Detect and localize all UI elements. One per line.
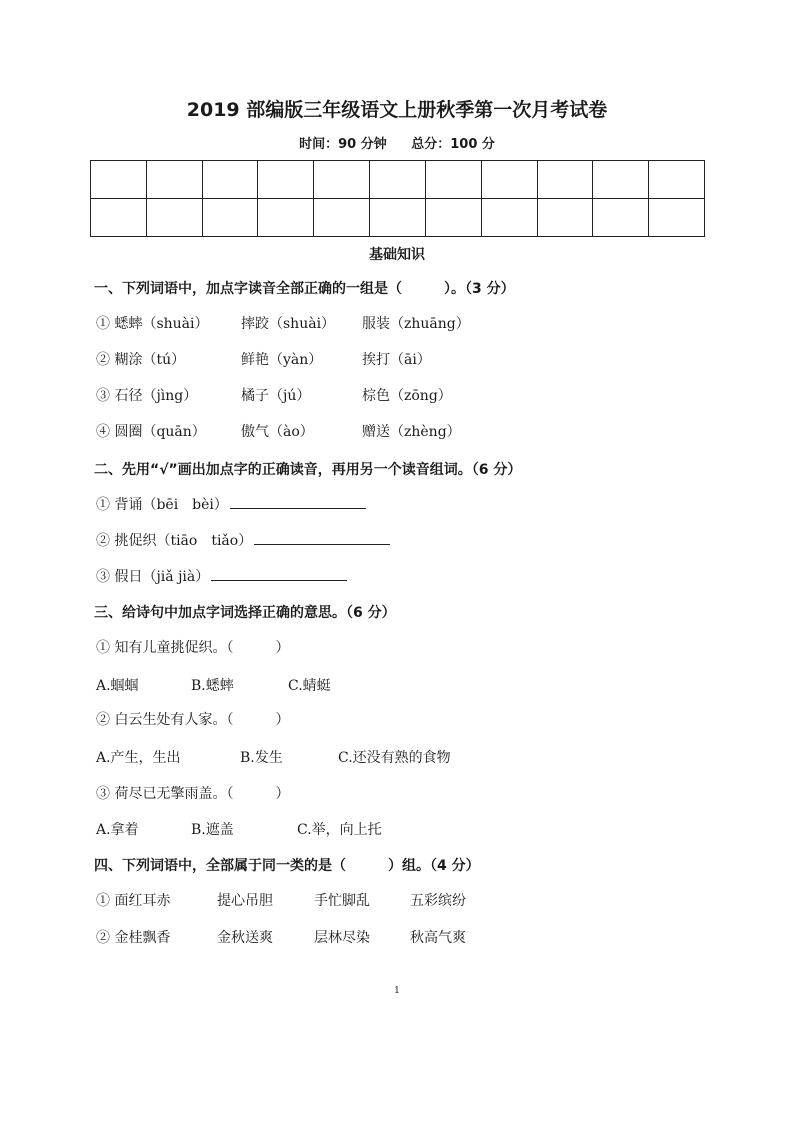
q4-word: 五彩缤纷 [410,893,466,909]
answer-blank[interactable] [211,566,347,581]
q3-stem: ③ 荷尽已无擎雨盖。（ ） [96,786,290,802]
exam-total-score: 总分：100 分 [411,137,495,152]
question-4-title: 四、下列词语中，全部属于同一类的是（ ）组。（4 分） [94,858,480,874]
score-cell[interactable] [258,199,314,237]
q2-item-text: ② 挑促织（tiāo tiǎo） [96,533,253,549]
score-cell[interactable] [146,199,202,237]
score-cell[interactable] [146,161,202,199]
score-cell[interactable] [425,199,481,237]
score-table-row [91,199,705,237]
q1-option-item: 棕色（zōng） [362,388,452,404]
q1-option-item: ② 糊涂（tú） [96,352,186,368]
q1-option-item: 摔跤（shuài） [241,316,336,332]
exam-time: 时间：90 分钟 [299,137,387,152]
answer-blank[interactable] [254,530,390,545]
q1-option-item: 挨打（āi） [362,352,431,368]
q1-option-item: 服装（zhuāng） [362,316,470,332]
question-1-title: 一、下列词语中，加点字读音全部正确的一组是（ ）。（3 分） [94,281,515,297]
q1-option-item: ④ 圆圈（quān） [96,424,206,440]
q3-stem: ② 白云生处有人家。（ ） [96,712,290,728]
score-cell[interactable] [91,199,147,237]
score-table-row [91,161,705,199]
q1-option-item: 傲气（ào） [241,424,314,440]
q4-word: 金秋送爽 [217,930,273,946]
q2-item [96,530,390,550]
q3-option: A.拿着 [96,822,139,838]
q1-option-item: 橘子（jú） [241,388,311,404]
score-cell[interactable] [425,161,481,199]
score-cell[interactable] [370,199,426,237]
q2-item-text: ③ 假日（jiǎ jià） [96,569,210,585]
score-cell[interactable] [258,161,314,199]
section-title: 基础知识 [369,247,425,263]
score-cell[interactable] [370,161,426,199]
score-cell[interactable] [314,199,370,237]
score-cell[interactable] [649,199,705,237]
q4-word: 手忙脚乱 [314,893,370,909]
q4-word: 层林尽染 [314,930,370,946]
page-number: 1 [394,986,400,996]
q3-option: B.遮盖 [191,822,234,838]
q2-item [96,494,366,514]
q4-word: 提心吊胆 [217,893,273,909]
q2-item-text: ① 背诵（bēi bèi） [96,497,228,513]
score-cell[interactable] [649,161,705,199]
exam-subtitle [0,133,794,152]
score-cell[interactable] [481,199,537,237]
q3-option: C.蜻蜓 [288,678,331,694]
q3-option: A.蝈蝈 [96,678,139,694]
q3-option: A.产生，生出 [96,750,181,766]
q3-option: B.发生 [240,750,283,766]
q1-option-item: ③ 石径（jìng） [96,388,198,404]
answer-blank[interactable] [230,494,366,509]
q1-option-item: ① 蟋蟀（shuài） [96,316,209,332]
score-cell[interactable] [593,199,649,237]
score-cell[interactable] [537,161,593,199]
question-2-title: 二、先用“√”画出加点字的正确读音，再用另一个读音组词。（6 分） [94,462,522,478]
q3-option: C.还没有熟的食物 [338,750,451,766]
score-cell[interactable] [202,161,258,199]
q4-word: 秋高气爽 [410,930,466,946]
q1-option-item: 鲜艳（yàn） [241,352,323,368]
score-cell[interactable] [202,199,258,237]
score-cell[interactable] [314,161,370,199]
score-cell[interactable] [481,161,537,199]
q4-word: ② 金桂飘香 [96,930,171,946]
q3-option: C.举，向上托 [297,822,382,838]
q3-option: B.蟋蟀 [191,678,234,694]
score-cell[interactable] [91,161,147,199]
q2-item [96,566,347,586]
exam-title: 2019 部编版三年级语文上册秋季第一次月考试卷 [186,99,608,121]
score-cell[interactable] [593,161,649,199]
q1-option-item: 赠送（zhèng） [362,424,461,440]
score-table [90,160,705,237]
q3-stem: ① 知有儿童挑促织。（ ） [96,640,290,656]
question-3-title: 三、给诗句中加点字词选择正确的意思。（6 分） [94,605,396,621]
score-cell[interactable] [537,199,593,237]
q4-word: ① 面红耳赤 [96,893,171,909]
